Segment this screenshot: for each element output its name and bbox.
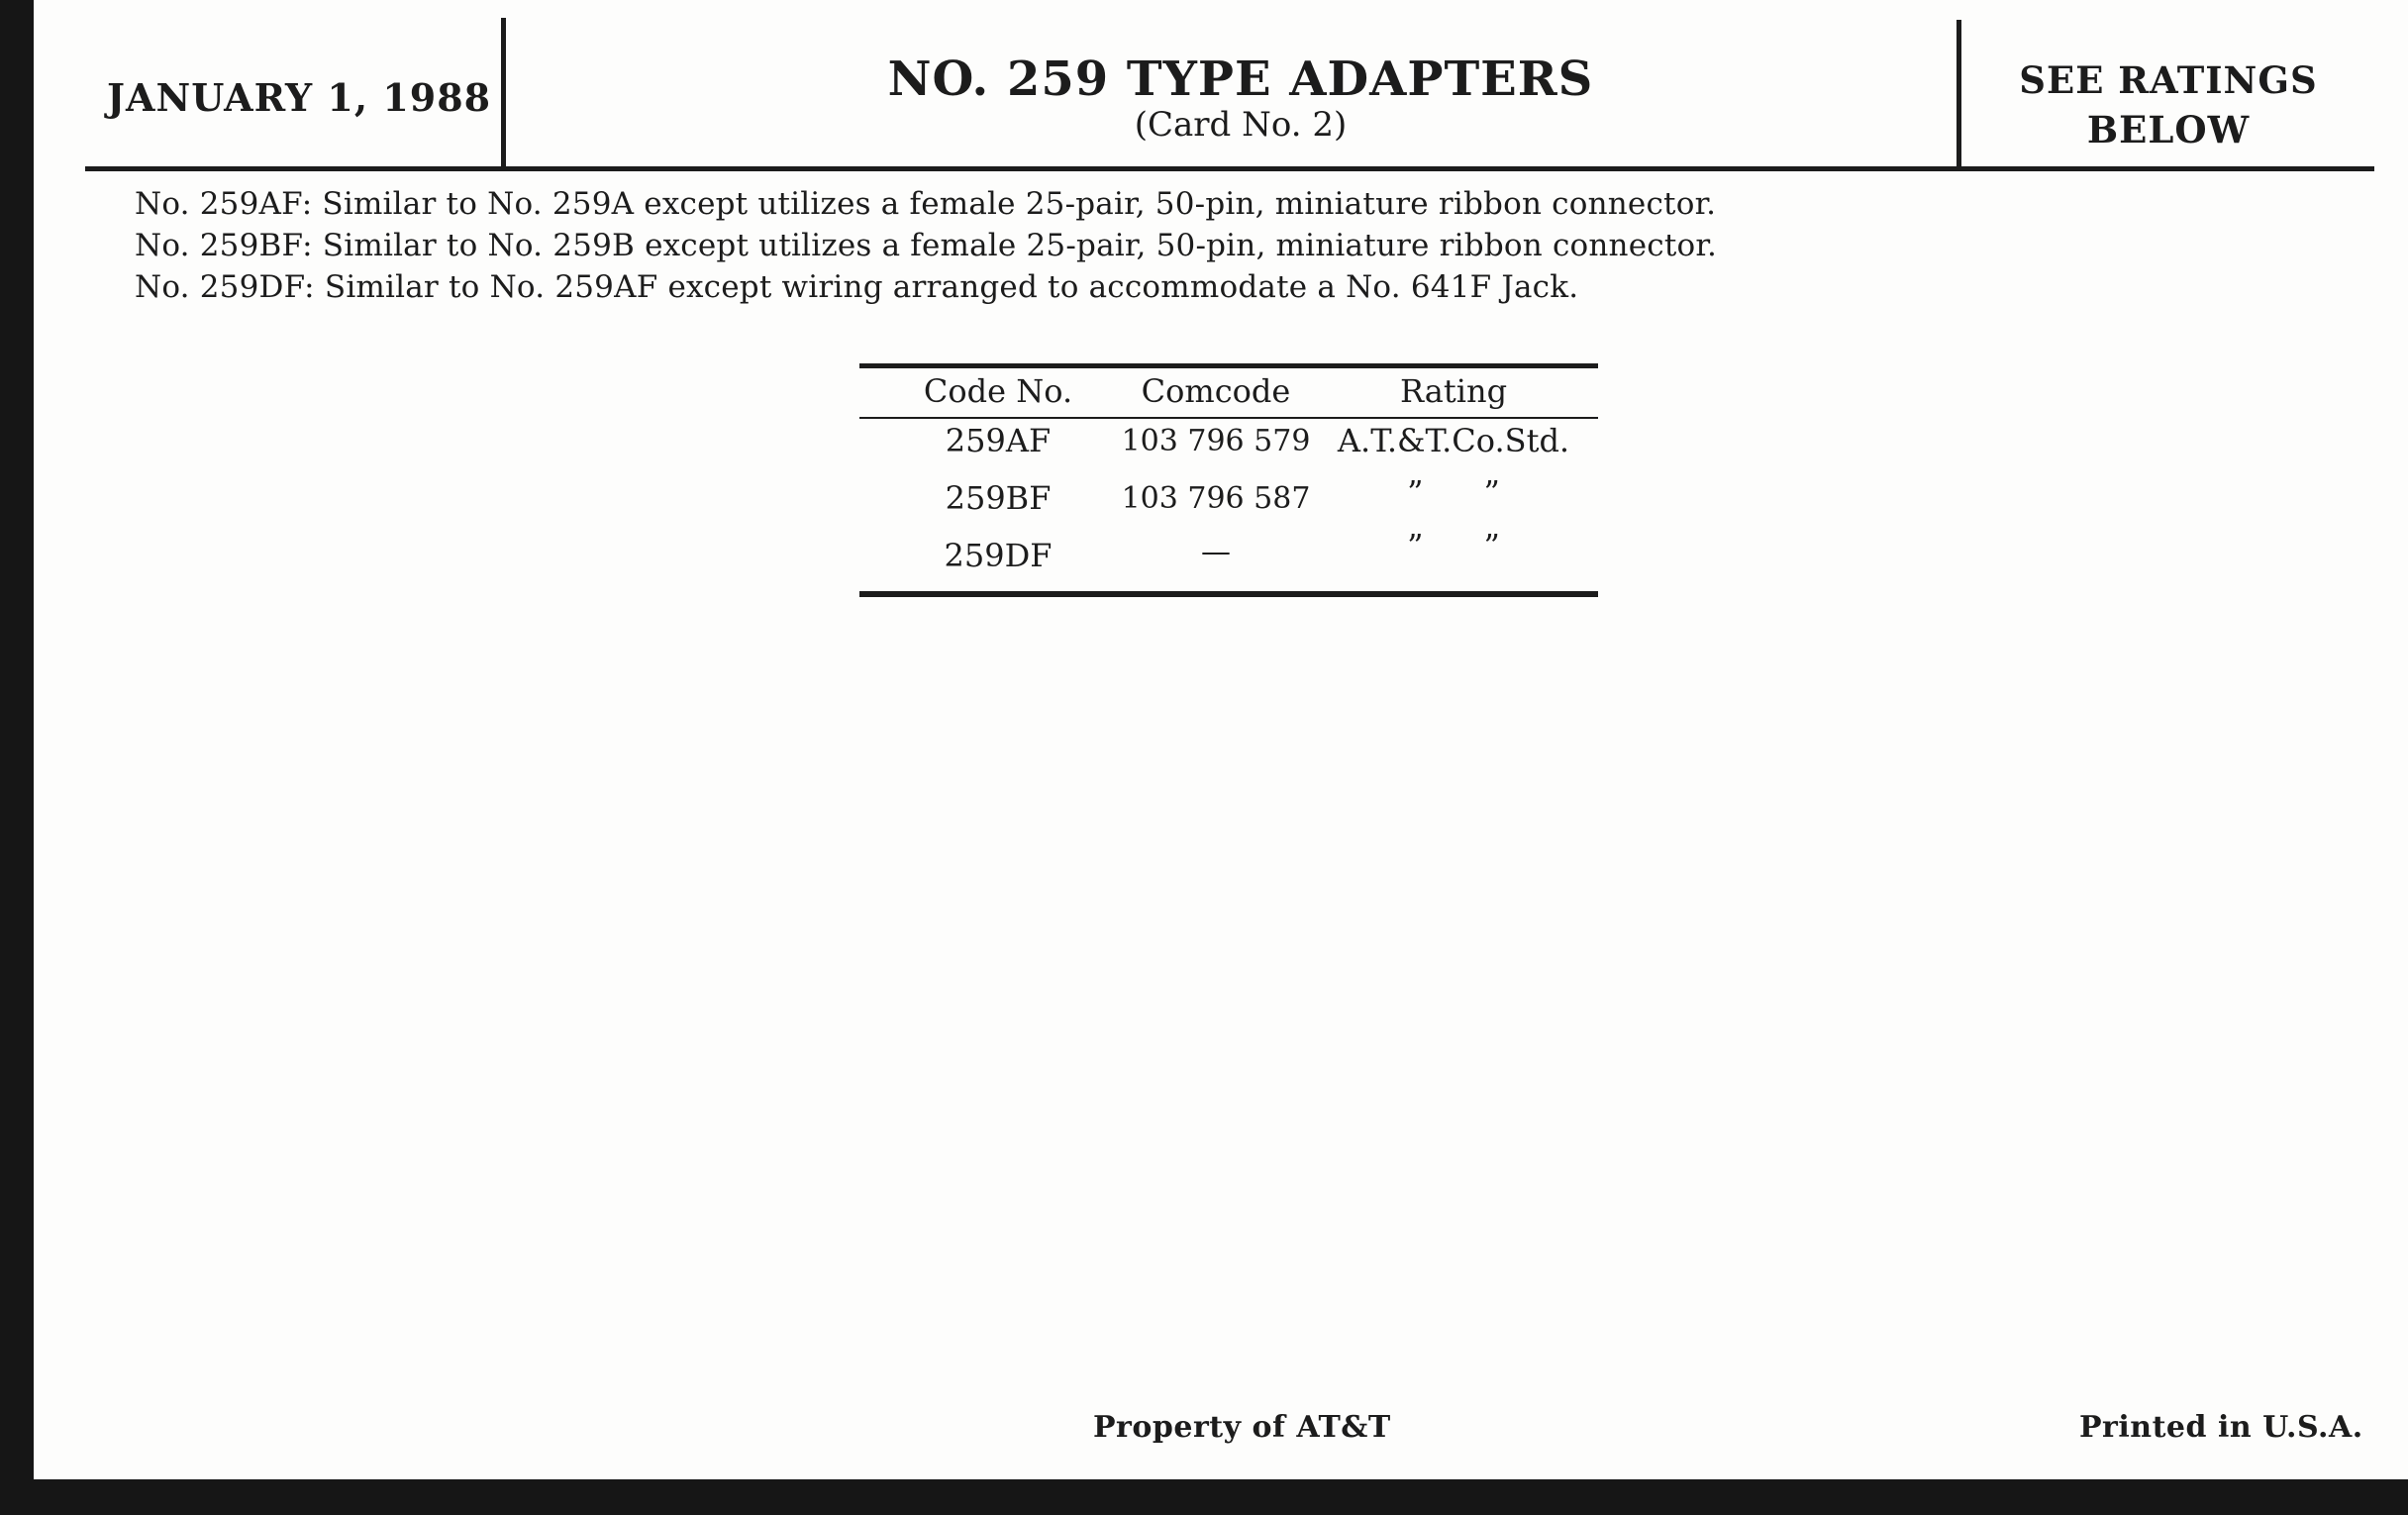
table-cell-rating: ” ”: [1407, 527, 1500, 564]
header-rule: [85, 166, 2374, 171]
description-259df: No. 259DF: Similar to No. 259AF except wiring arranged to accommodate a No. 641F Jack.: [135, 269, 1579, 305]
table-cell-rating: A.T.&T.Co.Std.: [1337, 422, 1570, 459]
ratings-note: [1960, 55, 2376, 154]
table-cell-comcode: —: [1201, 535, 1231, 569]
footer-printed: Printed in U.S.A.: [2079, 1410, 2363, 1445]
catalog-card: [34, 0, 2408, 1479]
table-bottom-rule: [859, 591, 1598, 597]
ratings-note-line2: BELOW: [2086, 108, 2251, 152]
table-header-rating: Rating: [1399, 372, 1508, 410]
table-cell-comcode: 103 796 587: [1121, 481, 1311, 516]
table-cell-rating: ” ”: [1407, 473, 1500, 511]
table-header-comcode: Comcode: [1141, 372, 1291, 410]
card-date: JANUARY 1, 1988: [107, 75, 492, 120]
footer-property: Property of AT&T: [1093, 1410, 1391, 1445]
description-259af: No. 259AF: Similar to No. 259A except utilizes a female 25-pair, 50-pin, miniature ribbon connector.: [135, 186, 1717, 222]
table-header-rule: [859, 417, 1598, 419]
table-cell-comcode: 103 796 579: [1121, 424, 1311, 458]
table-top-rule: [859, 363, 1598, 368]
table-header-code: Code No.: [923, 372, 1073, 410]
ratings-note-line1: SEE RATINGS: [2019, 58, 2318, 102]
card-title: NO. 259 TYPE ADAPTERS: [887, 51, 1594, 107]
card-subtitle: (Card No. 2): [1134, 105, 1348, 145]
table-cell-code: 259AF: [945, 422, 1052, 459]
table-cell-code: 259DF: [944, 537, 1053, 574]
table-cell-code: 259BF: [945, 479, 1052, 517]
description-259bf: No. 259BF: Similar to No. 259B except utilizes a female 25-pair, 50-pin, miniature ribbon connector.: [135, 228, 1718, 263]
